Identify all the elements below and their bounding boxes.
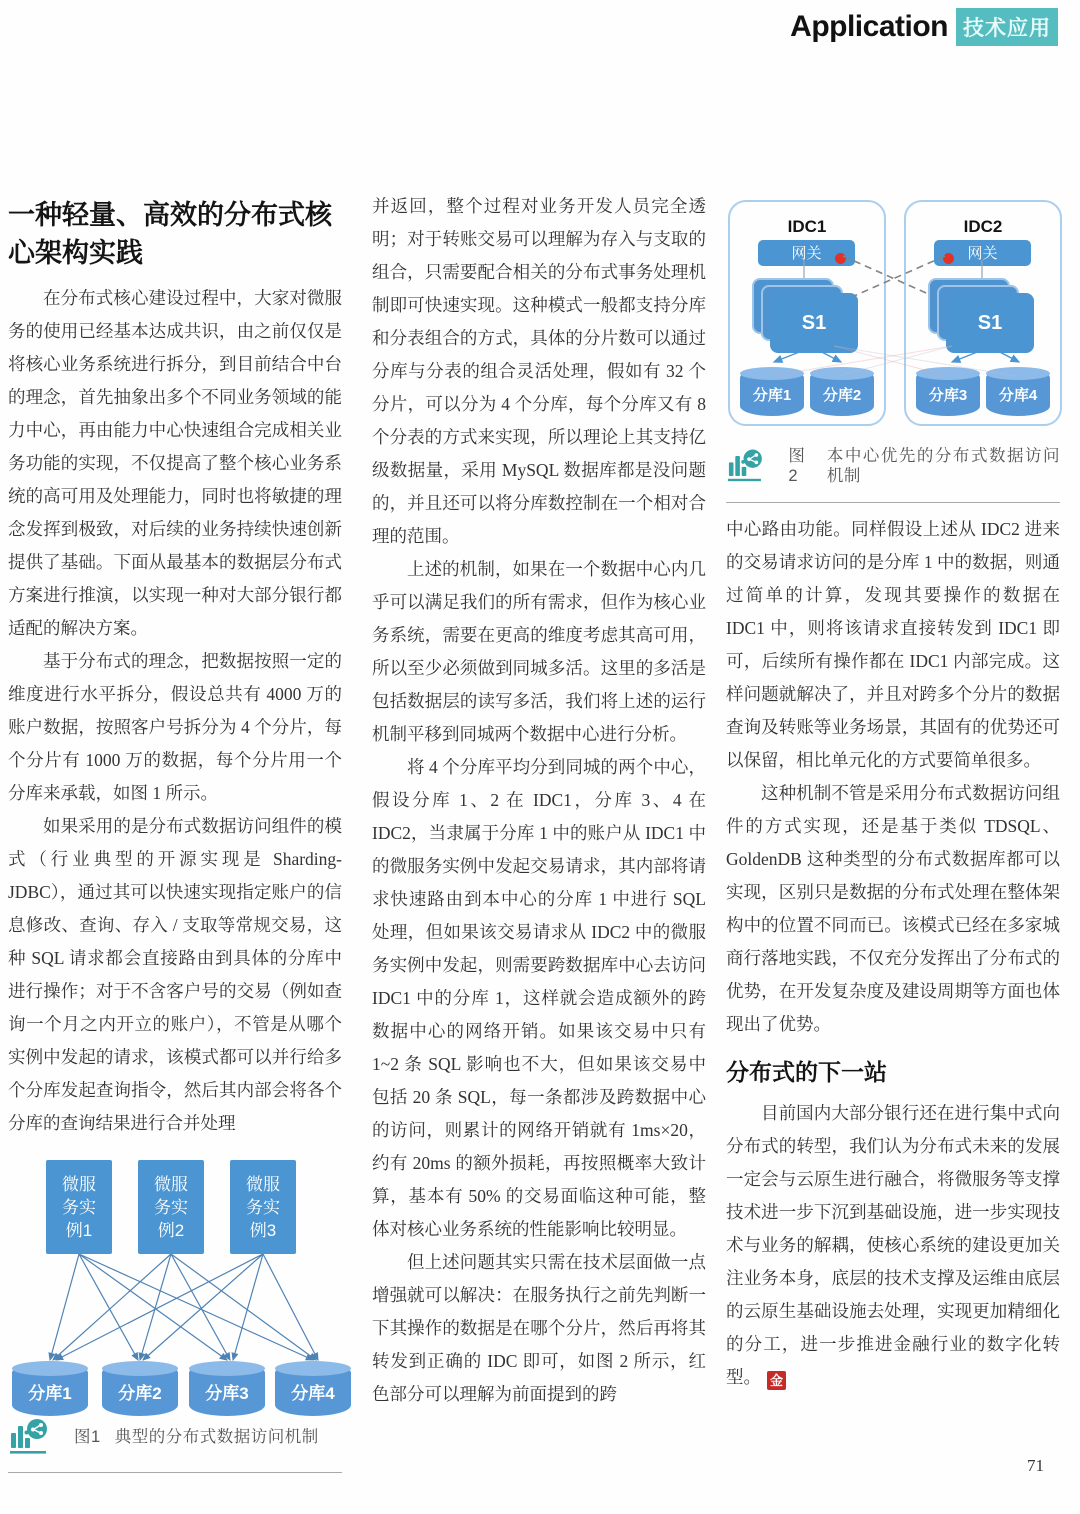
figure1-label: 图1 — [74, 1428, 101, 1446]
paragraph: 如果采用的是分布式数据访问组件的模式（行业典型的开源实现是 Sharding-JDBC），通过其可以快速实现指定账户的信息修改、查询、存入 / 支取等常规交易，这种 SQL 请求都会直接路由到具体的分库中进行操作；对于不含客户号的交易（例如查询一个月之内开立的账户），不管是从哪个实例中发起的请求，该模式都可以并行给多个分库发起查询指令，然后其内部会将各个分库的查询结果进行合并处理 — [8, 816, 342, 1133]
idc1-route-dot — [835, 253, 846, 264]
figure1-diagram — [8, 1154, 342, 1402]
shard-db-2-cylinder — [102, 1362, 178, 1416]
microservice-instance-3-node: 微服务实例3 — [230, 1160, 296, 1254]
page-header — [790, 8, 1058, 46]
shard-db-3-label: 分库3 — [205, 1383, 249, 1403]
idc2-box — [904, 200, 1062, 426]
closing-paragraph — [726, 1097, 1060, 1394]
idc2-title: IDC2 — [963, 217, 1003, 236]
shard-db-2-label: 分库2 — [118, 1383, 162, 1403]
shard-db-1-cylinder — [12, 1362, 88, 1416]
idc1-service-front-box: S1 — [770, 293, 858, 353]
paragraph: 并返回，整个过程对业务开发人员完全透明；对于转账交易可以理解为存入与支取的组合，只需要配合相关的分布式事务处理机制即可快速实现。这种模式一般都支持分库和分表组合的方式，具体的分片数可以通过分库与分表的组合灵活处理，假如有 32 个分片，可以分为 4 个分库，每个分库又有 8 个分表的方式来实现，所以理论上其支持亿级数据量，采用 MySQL 数据库都是没问题的，并且还可以将分库数控制在一个相对合理的范围。 — [372, 196, 706, 546]
paragraph: 将 4 个分库平均分到同城的两个中心，假设分库 1、2 在 IDC1，分库 3、4 在 IDC2，当隶属于分库 1 中的账户从 IDC1 中的微服务实例中发起交易请求，其内部将请求快速路由到本中心的分库 1 中进行 SQL 处理，但如果该交易请求从 IDC2 中的微服务实例中发起，则需要跨数据库中心去访问 IDC1 中的分库 1，这样就会造成额外的跨数据中心的网络开销。如果该交易中只有 1~2 条 SQL 影响也不大，但如果该交易中包括 20 条 SQL，每一条都涉及跨数据中心的访问，则累计的网络开销就有 1ms×20，约有 20ms 的额外损耗，再按照概率大致计算，基本有 50% 的交易面临这种可能，整体对核心业务系统的性能影响比较明显。 — [372, 757, 706, 1239]
idc1-box — [728, 200, 886, 426]
idc2-service-front-box: S1 — [946, 293, 1034, 353]
figure2-caption — [726, 442, 1060, 503]
idc2-shard-3-cylinder — [916, 368, 980, 416]
idc1-shard-1-cylinder — [740, 368, 804, 416]
figure-chart-icon — [728, 447, 766, 485]
idc2-shard-3-label: 分库3 — [928, 387, 968, 404]
column-left — [8, 196, 342, 1473]
section-title-en: Application — [790, 10, 948, 43]
idc2-gateway-label: 网关 — [967, 244, 998, 262]
figure2-diagram — [726, 196, 1060, 430]
idc1-shard-2-cylinder — [810, 368, 874, 416]
shard-db-4-cylinder — [275, 1362, 351, 1416]
column-middle — [372, 190, 706, 1411]
figure-chart-icon — [10, 1418, 52, 1456]
paragraph: 但上述问题其实只需在技术层面做一点增强就可以解决：在服务执行之前先判断一下其操作的数据是在哪个分片，然后再将其转发到正确的 IDC 即可，如图 2 所示，红色部分可以理解为前面提到的跨 — [372, 1252, 706, 1404]
idc1-gateway-node — [758, 240, 855, 266]
idc2-shard-4-label: 分库4 — [998, 387, 1038, 404]
page-number: 71 — [1027, 1456, 1044, 1475]
figure1-caption-text: 典型的分布式数据访问机制 — [114, 1428, 319, 1446]
paragraph: 这种机制不管是采用分布式数据访问组件的方式实现，还是基于类似 TDSQL、GoldenDB 这种类型的分布式数据库都可以实现，区别只是数据的分布式处理在整体架构中的位置不同而已。该模式已经在多家城商行落地实践，不仅充分发挥出了分布式的优势，在开发复杂度及建设周期等方面也体现出了优势。 — [726, 783, 1060, 1034]
idc1-shard-2-label: 分库2 — [822, 387, 862, 404]
closing-text: 目前国内大部分银行还在进行集中式向分布式的转型，我们认为分布式未来的发展一定会与云原生进行融合，将微服务等支撑技术进一步下沉到基础设施，进一步实现技术与业务的解耦，使核心系统的建设更加关注业务本身，底层的技术支撑及运维由底层的云原生基础设施去处理，实现更加精细化的分工，进一步推进金融行业的数字化转型。 — [726, 1103, 1060, 1387]
figure2-caption-text: 本中心优先的分布式数据访问机制 — [826, 447, 1060, 485]
microservice-instance-2-node: 微服务实例2 — [138, 1160, 204, 1254]
section-subheading: 分布式的下一站 — [726, 1059, 887, 1085]
article-end-mark: 金 — [767, 1371, 786, 1390]
figure1-caption — [8, 1414, 342, 1473]
idc1-shard-1-label: 分库1 — [752, 387, 792, 404]
article-title: 一种轻量、高效的分布式核心架构实践 — [8, 200, 332, 268]
idc1-service-stack — [752, 278, 864, 356]
paragraph: 在分布式核心建设过程中，大家对微服务的使用已经基本达成共识，由之前仅仅是将核心业务系统进行拆分，到目前结合中台的理念，首先抽象出多个不同业务领域的能力中心，再由能力中心快速组合完成相关业务功能的实现，不仅提高了整个核心业务系统的高可用及处理能力，同时也将敏捷的理念发挥到极致，对后续的业务持续快速创新提供了基础。下面从最基本的数据层分布式方案进行推演，以实现一种对大部分银行都适配的解决方案。 — [8, 288, 342, 638]
column-right — [726, 196, 1060, 1394]
idc1-gateway-label: 网关 — [791, 244, 822, 262]
paragraph: 中心路由功能。同样假设上述从 IDC2 进来的交易请求访问的是分库 1 中的数据，则通过简单的计算，发现其要操作的数据在 IDC1 中，则将该请求直接转发到 IDC1 即可，后续所有操作都在 IDC1 内部完成。这样问题就解决了，并且对跨多个分片的数据查询及转账等业务场景，其固有的优势还可以保留，相比单元化的方式要简单很多。 — [726, 519, 1060, 770]
shard-db-4-label: 分库4 — [291, 1383, 335, 1403]
idc2-route-dot — [943, 253, 954, 264]
idc1-title: IDC1 — [787, 217, 827, 236]
paragraph: 上述的机制，如果在一个数据中心内几乎可以满足我们的所有需求，但作为核心业务系统，需要在更高的维度考虑其高可用，所以至少必须做到同城多活。这里的多活是包括数据层的读写多活，我们将上述的运行机制平移到同城两个数据中心进行分析。 — [372, 559, 706, 744]
shard-db-3-cylinder — [189, 1362, 265, 1416]
idc2-shard-4-cylinder — [986, 368, 1050, 416]
microservice-instance-1-node: 微服务实例1 — [46, 1160, 112, 1254]
paragraph: 基于分布式的理念，把数据按照一定的维度进行水平拆分，假设总共有 4000 万的账户数据，按照客户号拆分为 4 个分片，每个分片有 1000 万的数据，每个分片用一个分库来承载，如图 1 所示。 — [8, 651, 342, 803]
idc2-gateway-node — [934, 240, 1031, 266]
shard-db-1-label: 分库1 — [28, 1383, 72, 1403]
section-badge-zh: 技术应用 — [956, 8, 1058, 46]
idc2-service-stack — [928, 278, 1040, 356]
figure2-label: 图2 — [788, 447, 806, 485]
